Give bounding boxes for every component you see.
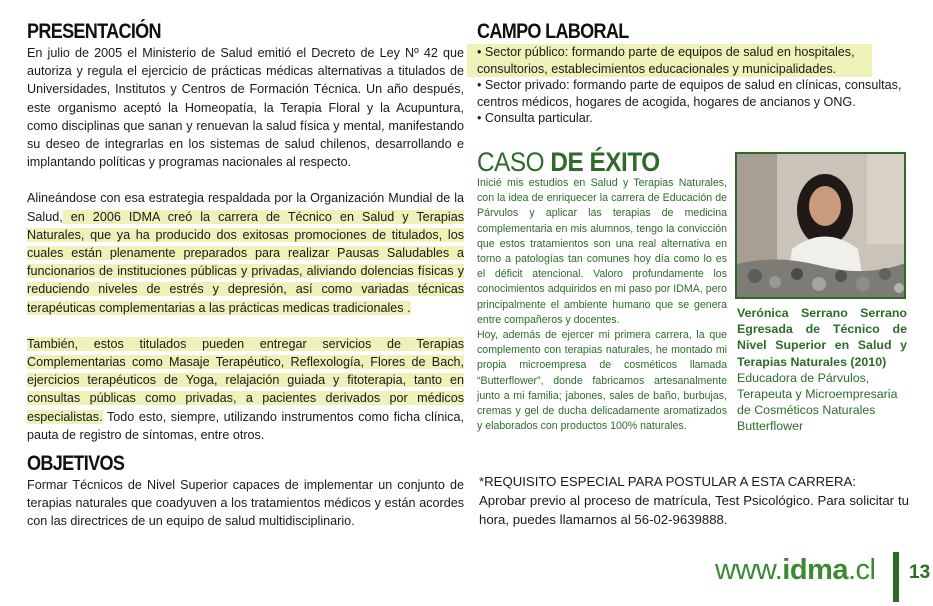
caption-line-4: Butterflower (737, 419, 804, 434)
left-column (27, 20, 464, 531)
right-column (477, 20, 907, 127)
heading-bold-part: DE ÉXITO (550, 147, 660, 177)
objetivos-text: Formar Técnicos de Nivel Superior capaces de implementar un conjunto de terapias naturales que coadyuven a los tratamientos médicos y están acordes con las directrices de un equipo de salud multidisciplinario. (27, 478, 464, 529)
requisito-heading: *REQUISITO ESPECIAL PARA POSTULAR A ESTA CARRERA: (479, 474, 856, 489)
caso-exito-heading (477, 148, 702, 176)
photo-caption (737, 305, 907, 435)
caso-exito-section (477, 148, 727, 434)
photo-illustration (737, 154, 906, 299)
url-suffix: .cl (847, 554, 876, 586)
presentacion-paragraph-1: En julio de 2005 el Ministerio de Salud emitió el Decreto de Ley Nº 42 que autoriza y regula el ejercicio de prácticas médicas alternativas a titulados de Universidades, Institutos y Centros de Formación Técnica. Un año después, este organismo aceptó la Homeopatía, la Terapia Floral y la Acupuntura, como disciplinas que sanan y renuevan la salud física y mental, manifestando su deseo de integrarlas en los sistemas de salud chilenos, desarrollando e implantando políticas y programas nacionales al respecto. (27, 46, 464, 170)
list-item-sector-privado: • Sector privado: formando parte de equipos de salud en clínicas, consultas, centros médicos, hogares de acogida, hogares de ancianos y ONG. (477, 78, 902, 109)
paragraph-3-plain: Todo esto, siempre, utilizando instrumentos como ficha clínica, pauta de registro de síntomas, entre otros. (27, 409, 464, 442)
footer-divider (893, 552, 899, 602)
graduate-photo (735, 152, 906, 299)
campo-laboral-list (477, 44, 907, 127)
url-brand: idma (782, 554, 848, 586)
requisito-text: Aprobar previo al proceso de matrícula, Test Psicológico. Para solicitar tu hora, puedes llamarnos al 56-02-9639888. (479, 493, 909, 527)
caption-line-2: Terapeuta y Microempresaria (737, 387, 898, 402)
paragraph-2-plain: Alineándose con esa estrategia respaldada por la Organización Mundial de la Salud, (27, 191, 464, 224)
paragraph-2-highlight: en 2006 IDMA creó la carrera de Técnico en Salud y Terapias Naturales, que ya ha producido dos exitosas promociones de titulados, los cuales están plenamente preparados para realizar Pausas Saludables a funcionarios de instituciones públicas y privadas, aliviando dolencias físicas y reduciendo niveles de estrés y depresión, así como variadas técnicas terapéuticas complementarias a las prácticas medicas tradicionales . (27, 209, 464, 315)
caso-exito-text-2: Hoy, además de ejercer mi primera carrera, la que complemento con terapias naturales, he montado mi propia microempresa de cosméticos llamada “Butterflower”, donde fabricamos artesanalmente junto a mi familia; jabones, sales de baño, burbujas, cremas y gel de ducha delicadamente aromatizados y elaborados con productos 100% naturales. (477, 329, 727, 433)
campo-laboral-heading: CAMPO LABORAL (477, 20, 629, 43)
heading-light-part: CASO (477, 147, 551, 177)
presentacion-paragraph-3 (27, 335, 464, 444)
caption-name-title: Verónica Serrano Serrano Egresada de Técnico de Nivel Superior en Salud y Terapias Naturales (2010) (737, 306, 907, 369)
list-item-consulta: • Consulta particular. (477, 111, 593, 126)
url-prefix: www. (715, 554, 783, 586)
page-number: 13 (909, 562, 931, 583)
caption-line-1: Educadora de Párvulos, (737, 370, 870, 385)
caption-line-3: de Cosméticos Naturales (737, 403, 876, 418)
presentacion-paragraph-2 (27, 189, 464, 316)
paragraph-3-highlight: También, estos titulados pueden entregar servicios de Terapias Complementarias como Masaje Terapéutico, Reflexología, Flores de Bach, ejercicios terapéuticos de Yoga, relajación guiada y fitoterapia, tanto en consultas públicas como privadas, a pacientes derivados por médicos especialistas. (27, 336, 464, 424)
requisito-section (479, 472, 909, 529)
objetivos-heading: OBJETIVOS (27, 452, 125, 476)
presentacion-heading: PRESENTACIÓN (27, 20, 161, 43)
website-link[interactable] (715, 554, 875, 587)
caso-exito-text-1: Inicié mis estudios en Salud y Terapias Naturales, con la idea de enriquecer la carrera de Educación de Párvulos y aplicar las terapias de medicina complementaria en mis alumnos, tengo la convicción que estos tratamientos son una real alternativa en torno a patologías tan comunes hoy día como lo es el déficit atencional. Valoro profundamente los conocimientos adquiridos en mi paso por IDMA, pero principalmente el ambiente humano que se genera entre compañeros y docentes. (477, 177, 727, 326)
list-item-sector-publico: • Sector público: formando parte de equipos de salud en hospitales, consultorios, establecimientos educacionales y municipalidades. (467, 44, 872, 77)
